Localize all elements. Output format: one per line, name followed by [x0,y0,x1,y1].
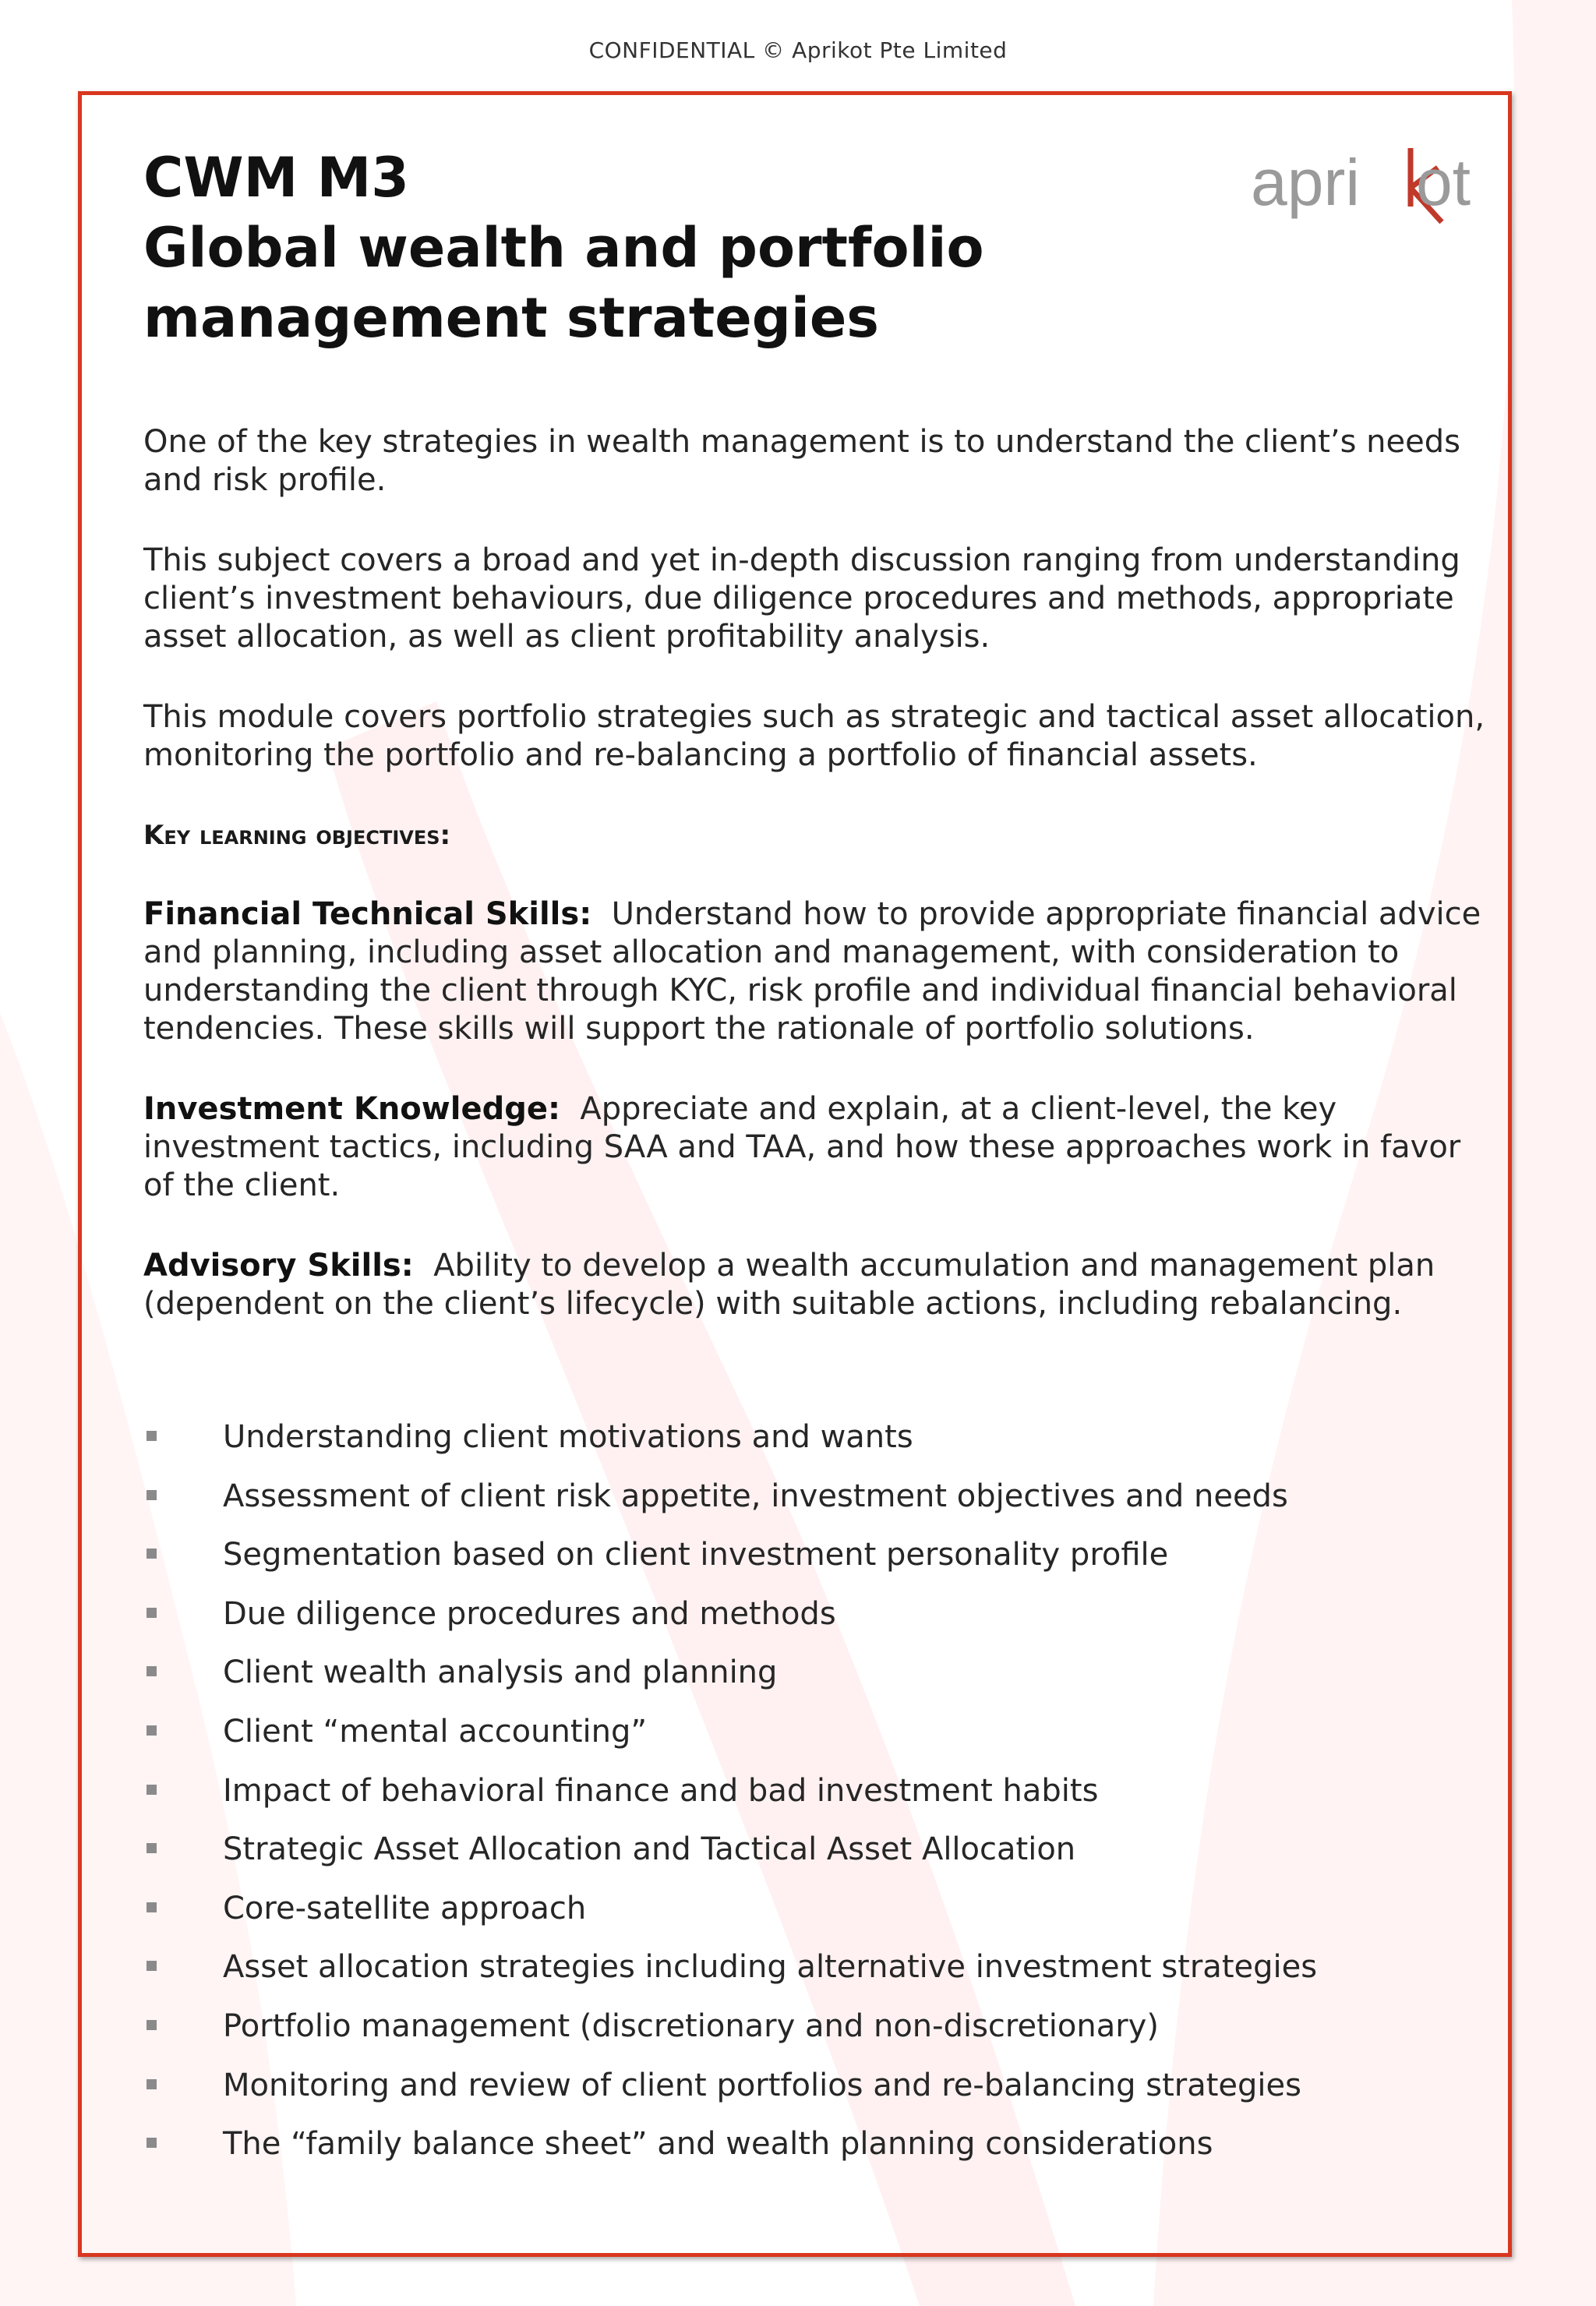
intro-paragraph-2: This subject covers a broad and yet in-depth discussion ranging from understanding client’s investment behaviours, due diligence procedures and methods, appropriate asset allocation, as well as client profitability analysis. [143,542,1460,655]
topics-list [143,1417,1496,2164]
topic-item [143,2124,1496,2164]
intro-paragraph-3: This module covers portfolio strategies such as strategic and tactical asset allocation, monitoring the portfolio and re-balancing a portfolio of financial assets. [143,699,1485,773]
topic-text: Client wealth analysis and planning [223,1654,778,1691]
topic-item [143,1771,1496,1811]
objective-advisory [143,1247,1496,1323]
square-bullet-icon [147,1961,157,1971]
topic-item [143,1417,1496,1457]
square-bullet-icon [147,1666,157,1676]
square-bullet-icon [147,2138,157,2148]
topic-item [143,1534,1496,1575]
square-bullet-icon [147,1549,157,1559]
objective-investment-text: Appreciate and explain, at a client-level, the key investment tactics, including SAA and TAA, and how these approaches work in favor of the client. [143,1091,1461,1203]
topic-item [143,1829,1496,1870]
square-bullet-icon [147,2079,157,2089]
square-bullet-icon [147,1431,157,1441]
topic-item [143,2065,1496,2106]
objective-financial-label: Financial Technical Skills: [143,896,592,932]
topic-text: Assessment of client risk appetite, investment objectives and needs [223,1478,1288,1514]
objectives-heading: Key learning objectives: [143,820,451,851]
topic-item [143,1888,1496,1929]
topic-text: Due diligence procedures and methods [223,1595,836,1632]
topic-text: Client “mental accounting” [223,1713,648,1750]
confidential-notice: CONFIDENTIAL © Aprikot Pte Limited [588,37,1008,63]
square-bullet-icon [147,1843,157,1853]
topic-item [143,1947,1496,1987]
objective-financial [143,895,1496,1048]
topic-item [143,1594,1496,1634]
page-title [143,143,984,353]
square-bullet-icon [147,1490,157,1500]
title-line-3: management strategies [143,286,879,350]
square-bullet-icon [147,1902,157,1912]
topic-text: Monitoring and review of client portfolios and re-balancing strategies [223,2067,1301,2103]
main-content [143,423,1496,2183]
objective-advisory-text: Ability to develop a wealth accumulation and management plan (dependent on the client’s lifecycle) with suitable actions, including rebalancing. [143,1248,1435,1322]
square-bullet-icon [147,1725,157,1736]
topic-text: The “family balance sheet” and wealth planning considerations [223,2126,1213,2163]
square-bullet-icon [147,1785,157,1795]
topic-text: Portfolio management (discretionary and non-discretionary) [223,2008,1159,2044]
topic-text: Impact of behavioral finance and bad investment habits [223,1772,1099,1809]
logo-text-right: ot [1416,146,1471,219]
square-bullet-icon [147,2020,157,2030]
title-line-2: Global wealth and portfolio [143,216,984,280]
topic-text: Understanding client motivations and wants [223,1419,913,1455]
objective-advisory-label: Advisory Skills: [143,1248,414,1284]
topic-item [143,1476,1496,1517]
topic-text: Asset allocation strategies including alternative investment strategies [223,1949,1318,1986]
logo-text-left: apri [1251,146,1361,219]
objective-investment [143,1090,1496,1205]
topic-text: Strategic Asset Allocation and Tactical Asset Allocation [223,1831,1076,1868]
topic-item [143,1711,1496,1752]
topic-text: Core-satellite approach [223,1890,587,1926]
topic-item [143,2006,1496,2046]
aprikot-logo-icon [1251,136,1477,234]
objective-investment-label: Investment Knowledge: [143,1091,560,1127]
topic-item [143,1652,1496,1693]
objective-financial-text: Understand how to provide appropriate financial advice and planning, including asset allocation and management, with consideration to understanding the client through KYC, risk profile and individual financial behavioral tendencies. These skills will support the rationale of portfolio solutions. [143,896,1481,1047]
square-bullet-icon [147,1608,157,1618]
logo-text-mark: k [1251,136,1252,137]
title-line-1: CWM M3 [143,146,409,210]
intro-paragraph-1: One of the key strategies in wealth management is to understand the client’s needs and risk profile. [143,424,1460,498]
topic-text: Segmentation based on client investment personality profile [223,1537,1169,1573]
